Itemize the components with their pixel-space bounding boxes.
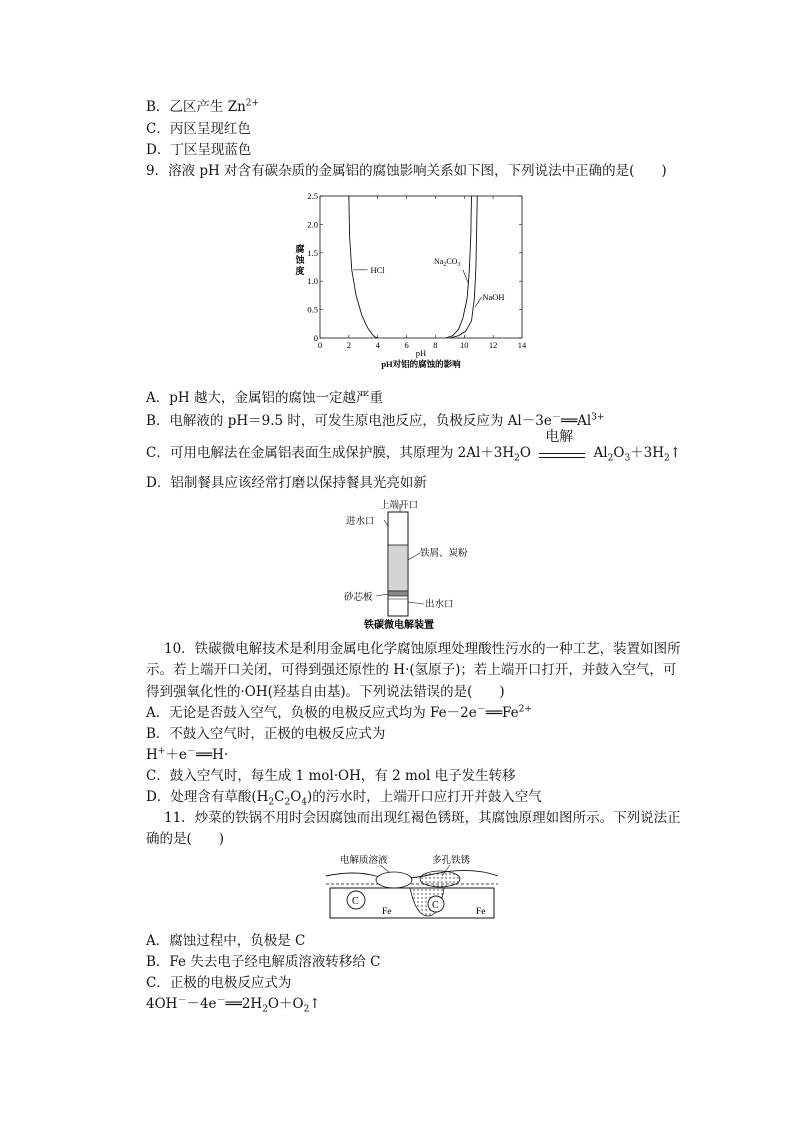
q10-option-b: B．不鼓入空气时，正极的电极反应式为 <box>146 726 386 742</box>
x-tick-label: 12 <box>488 340 498 350</box>
x-tick-label: 6 <box>404 340 409 350</box>
y-axis-label-char: 腐 <box>295 244 305 254</box>
y-tick-label: 2.5 <box>307 191 318 201</box>
label-c-right: C <box>432 900 439 911</box>
x-tick-label: 2 <box>346 340 351 350</box>
q11-option-c: C．正极的电极反应式为 <box>146 975 292 991</box>
y-tick-label: 0 <box>313 333 318 343</box>
label-water-outlet: 出水口 <box>425 600 454 610</box>
label-naoh: NaOH <box>482 292 505 303</box>
label-top-open: 上端开口 <box>380 501 419 511</box>
q8-option-c: C．丙区呈现红色 <box>146 121 251 137</box>
q9-option-c: C．可用电解法在金属铝表面生成保护膜，其原理为 $2Al+3H_2O$ 电解 $Al_2O_3+3H_2↑$ <box>146 428 682 464</box>
label-c-left: C <box>352 896 359 907</box>
iron-carbon-device-figure <box>340 498 468 632</box>
ph-corrosion-chart <box>296 188 536 378</box>
q11-stem-line1: 11．炒菜的铁锅不用时会因腐蚀而出现红褐色锈斑，其腐蚀原理如图所示。下列说法正 <box>164 810 681 826</box>
q10-stem-line2: 示。若上端开口关闭，可得到强还原性的 H·(氢原子)；若上端开口打开，并鼓入空气，可 <box>146 662 677 678</box>
plot-frame <box>320 196 522 338</box>
label-na2co3: $Na_2CO_3$ <box>433 257 461 269</box>
q9-option-d: D．铝制餐具应该经常打磨以保持餐具光亮如新 <box>146 475 427 491</box>
q10-option-c: C．鼓入空气时，每生成 1 mol·OH，有 2 mol 电子发生转移 <box>146 768 516 784</box>
rust-blob-left <box>376 872 412 888</box>
label-porous-rust: 多孔铁锈 <box>432 856 471 866</box>
sand-core-plate <box>388 591 408 596</box>
iron-carbon-fill <box>388 545 408 591</box>
q8-option-d: D．丁区呈现蓝色 <box>146 142 252 158</box>
electrolyte-surface <box>326 870 498 878</box>
q11-stem-line2: 确的是( ) <box>146 831 225 847</box>
naoh-leader <box>475 297 481 307</box>
label-hcl: HCl <box>370 264 385 275</box>
label-electrolyte: 电解质溶液 <box>340 856 388 866</box>
q9-option-b: B．电解液的 pH＝9.5 时，可发生原电池反应，负极反应为 $Al-3e^-══Al^{3+}$ <box>146 412 605 429</box>
label-fe-right: Fe <box>476 907 486 917</box>
electrolysis-condition-arrow: 电解 <box>539 450 585 458</box>
x-tick-label: 8 <box>433 340 438 350</box>
label-iron-carbon: 铁屑、炭粉 <box>420 549 468 559</box>
label-sand-plate: 砂芯板 <box>344 593 373 603</box>
rust-blob-right <box>420 871 460 887</box>
y-tick-label: 1.5 <box>307 247 318 258</box>
x-tick-label: 0 <box>317 340 323 350</box>
y-tick-label: 2.0 <box>307 219 318 230</box>
iron-pot-corrosion-figure <box>324 852 500 924</box>
q10-option-a: A．无论是否鼓入空气，负极的电极反应式均为 $Fe-2e^-══Fe^{2+}$ <box>146 704 532 721</box>
q11-option-a: A．腐蚀过程中，负极是 C <box>146 933 306 949</box>
q11-option-b: B．Fe 失去电子经电解质溶液转移给 C <box>146 954 381 970</box>
q9-option-a: A．pH 越大，金属铝的腐蚀一定越严重 <box>146 390 383 406</box>
y-tick-label: 0.5 <box>307 304 318 315</box>
label-fe-left: Fe <box>382 907 392 917</box>
q10-stem-line3: 得到强氧化性的·OH(羟基自由基)。下列说法错误的是( ) <box>146 684 505 700</box>
x-tick-label: 10 <box>460 340 469 350</box>
na2co3-leader <box>463 270 469 284</box>
q10-option-d: D．处理含有草酸$(H_2C_2O_4)$的污水时，上端开口应打开并鼓入空气 <box>146 789 542 808</box>
y-tick-label: 1.0 <box>307 276 318 287</box>
q10-option-b-equation: H+＋e－══H· <box>146 746 229 763</box>
chart-title: pH对铝的腐蚀的影响 <box>381 359 461 369</box>
q11-option-c-equation: $4OH^--4e^-══2H_2O+O_2↑$ <box>146 995 321 1015</box>
y-axis-label-char: 度 <box>295 266 305 276</box>
x-axis-label: pH <box>415 348 427 358</box>
x-tick-label: 4 <box>375 340 380 350</box>
q10-stem-line1: 10．铁碳微电解技术是利用金属电化学腐蚀原理处理酸性污水的一种工艺，装置如图所 <box>164 641 681 657</box>
q8-option-b: B．乙区产生 $Zn^{2+}$ <box>146 98 260 115</box>
q9-stem: 9．溶液 pH 对含有碳杂质的金属铝的腐蚀影响关系如下图，下列说法中正确的是( ) <box>146 163 667 179</box>
figure-caption: 铁碳微电解装置 <box>364 620 434 631</box>
label-water-inlet: 进水口 <box>346 517 375 527</box>
y-axis-label-char: 蚀 <box>295 255 305 265</box>
x-tick-label: 14 <box>517 340 527 350</box>
